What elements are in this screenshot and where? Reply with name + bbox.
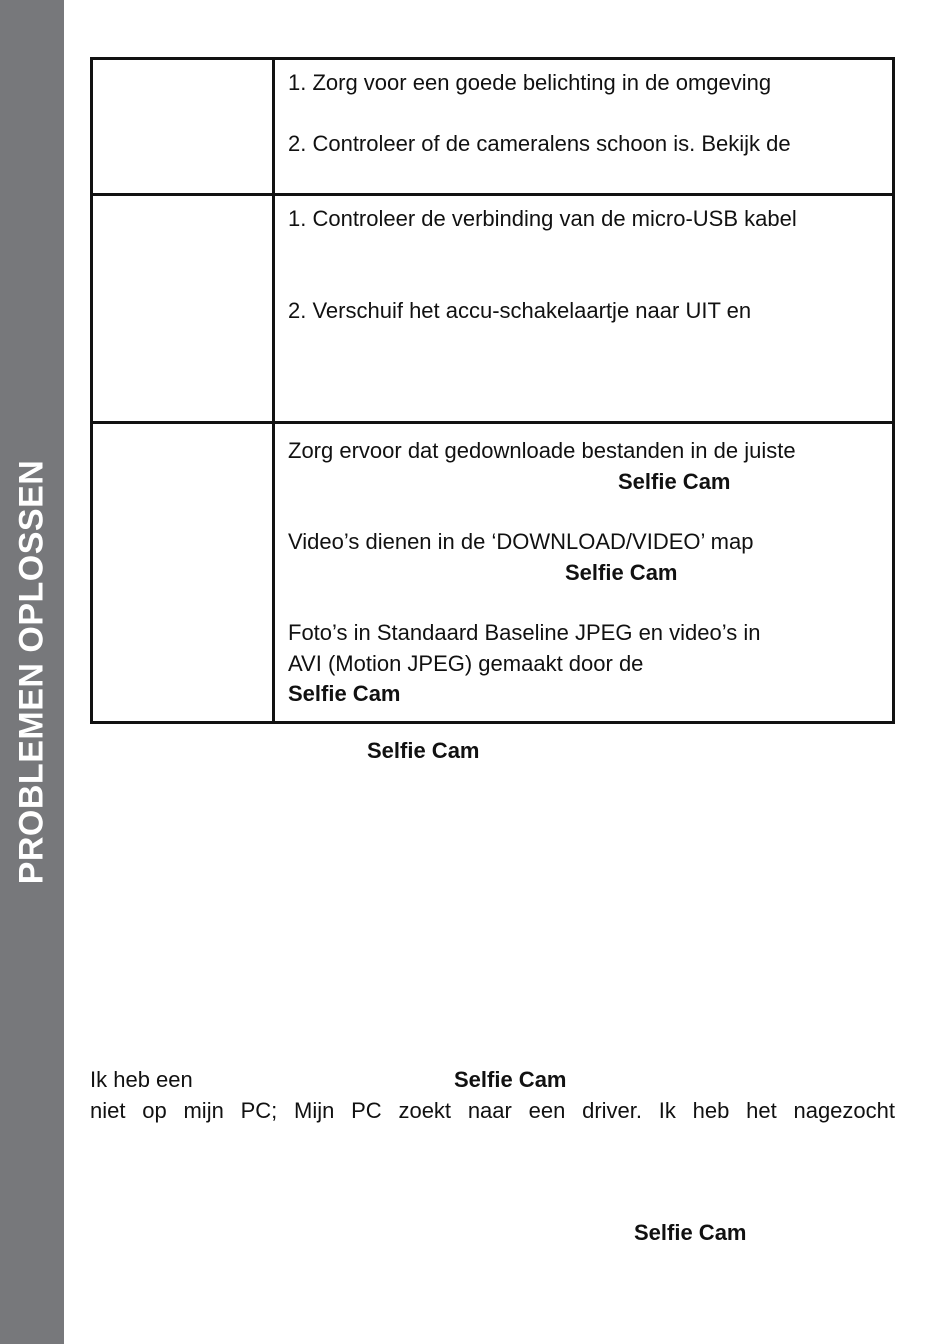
faq-question-line: niet op mijn PC; Mijn PC zoekt naar een driver. Ik heb het nagezocht [90,1098,895,1123]
problem-cell [92,423,274,723]
side-tab [0,0,64,1344]
solution-text: 2. Verschuif het accu-schakelaartje naar UIT en [288,297,752,323]
troubleshooting-table [90,57,895,724]
solution-text: 1. Zorg voor een goede belichting in de omgeving [288,70,772,95]
product-name: Selfie Cam [454,1067,567,1092]
product-name: Selfie Cam [565,559,678,585]
product-name: Selfie Cam [618,468,731,494]
problem-cell [92,59,274,195]
table-row [92,423,894,723]
table-row [92,59,894,195]
problem-cell [92,195,274,423]
product-name: Selfie Cam [634,1220,747,1245]
solution-text: 2. Controleer of de cameralens schoon is. Bekijk de [288,130,791,156]
solution-text: Zorg ervoor dat gedownloade bestanden in de juiste [288,438,796,463]
solution-text: Foto’s in Standaard Baseline JPEG en video’s in [288,620,761,645]
product-name: Selfie Cam [367,738,480,763]
solution-text: AVI (Motion JPEG) gemaakt door de [288,650,644,676]
solution-text: Video’s dienen in de ‘DOWNLOAD/VIDEO’ map [288,529,754,554]
faq-question-start: Ik heb een [90,1067,193,1092]
solution-cell [274,195,894,423]
product-name: Selfie Cam [288,681,401,706]
solution-cell [274,59,894,195]
side-tab-label: PROBLEMEN OPLOSSEN [12,459,51,885]
table-row [92,195,894,423]
solution-cell [274,423,894,723]
solution-text: 1. Controleer de verbinding van de micro-USB kabel [288,206,797,231]
